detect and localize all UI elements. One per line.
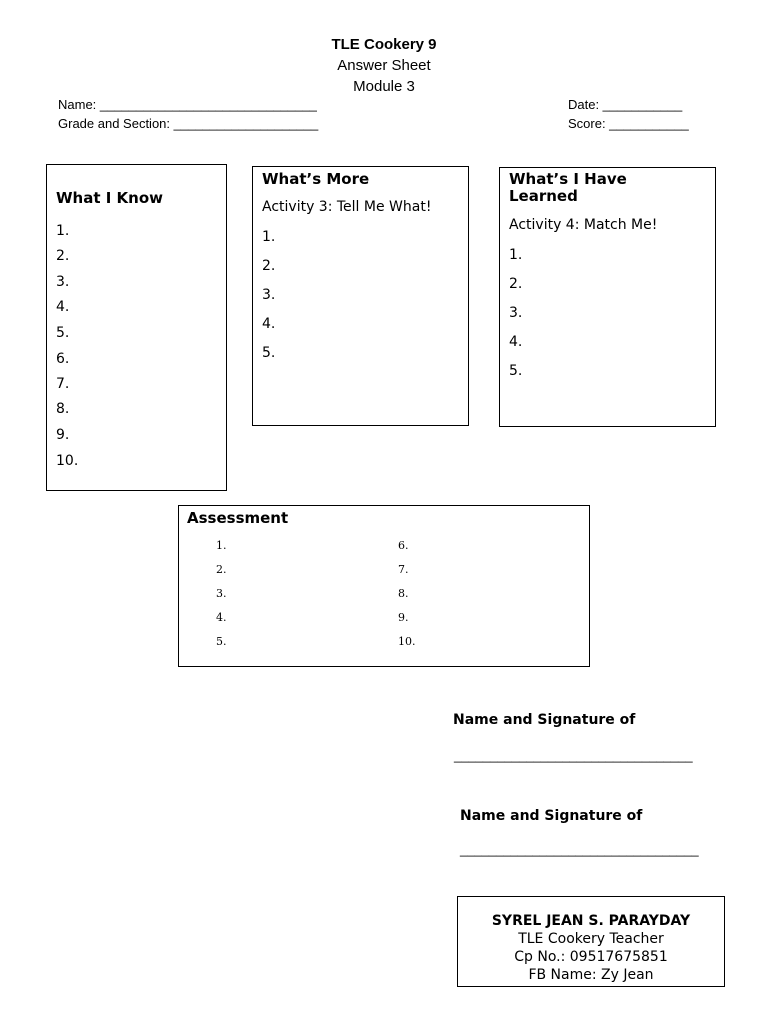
whats-learned-box xyxy=(499,167,716,427)
list-item: 3. xyxy=(262,287,276,303)
grade-section-field: Grade and Section: ____________________ xyxy=(58,116,319,131)
signature-line: _________________________________ xyxy=(460,842,699,857)
list-item: 3. xyxy=(509,305,523,321)
list-item: 7. xyxy=(56,376,70,392)
list-item: 9. xyxy=(56,427,70,443)
list-item: 4. xyxy=(216,611,227,624)
list-item: 8. xyxy=(56,401,70,417)
teacher-phone: Cp No.: 09517675851 xyxy=(514,949,668,965)
list-item: 4. xyxy=(509,334,523,350)
list-item: 2. xyxy=(509,276,523,292)
score-field: Score: ___________ xyxy=(568,116,689,131)
name-field: Name: ______________________________ xyxy=(58,97,317,112)
teacher-role: TLE Cookery Teacher xyxy=(518,931,664,947)
date-field: Date: ___________ xyxy=(568,97,683,112)
list-item: 6. xyxy=(398,539,409,552)
sheet-title: TLE Cookery 9 xyxy=(331,36,437,53)
list-item: 2. xyxy=(56,248,70,264)
list-item: 2. xyxy=(216,563,227,576)
signature-label: Name and Signature of xyxy=(460,808,643,824)
list-item: 3. xyxy=(56,274,70,290)
teacher-name: SYREL JEAN S. PARAYDAY xyxy=(491,913,691,929)
module-label: Module 3 xyxy=(353,78,415,95)
signature-line: _________________________________ xyxy=(454,748,693,763)
list-item: 1. xyxy=(216,539,227,552)
list-item: 5. xyxy=(262,345,276,361)
assessment-title: Assessment xyxy=(187,509,289,527)
assessment-box xyxy=(178,505,590,667)
list-item: 1. xyxy=(509,247,523,263)
list-item: 3. xyxy=(216,587,227,600)
whats-more-box xyxy=(252,166,469,426)
list-item: 4. xyxy=(56,299,70,315)
list-item: 1. xyxy=(56,223,70,239)
list-item: 10. xyxy=(398,635,416,648)
teacher-card xyxy=(457,896,725,987)
list-item: 5. xyxy=(509,363,523,379)
whats-more-title: What’s More xyxy=(262,170,370,188)
signature-label: Name and Signature of xyxy=(453,712,636,728)
list-item: 6. xyxy=(56,351,70,367)
sheet-subtitle: Answer Sheet xyxy=(337,57,431,74)
list-item: 5. xyxy=(216,635,227,648)
activity-3-label: Activity 3: Tell Me What! xyxy=(262,199,432,215)
list-item: 7. xyxy=(398,563,409,576)
whats-learned-title: What’s I Have Learned xyxy=(509,170,627,205)
list-item: 9. xyxy=(398,611,409,624)
list-item: 2. xyxy=(262,258,276,274)
what-i-know-title: What I Know xyxy=(56,189,164,207)
what-i-know-box xyxy=(46,164,227,491)
teacher-fb: FB Name: Zy Jean xyxy=(528,967,654,983)
list-item: 4. xyxy=(262,316,276,332)
list-item: 5. xyxy=(56,325,70,341)
list-item: 8. xyxy=(398,587,409,600)
list-item: 1. xyxy=(262,229,276,245)
list-item: 10. xyxy=(56,453,79,469)
activity-4-label: Activity 4: Match Me! xyxy=(509,217,658,233)
